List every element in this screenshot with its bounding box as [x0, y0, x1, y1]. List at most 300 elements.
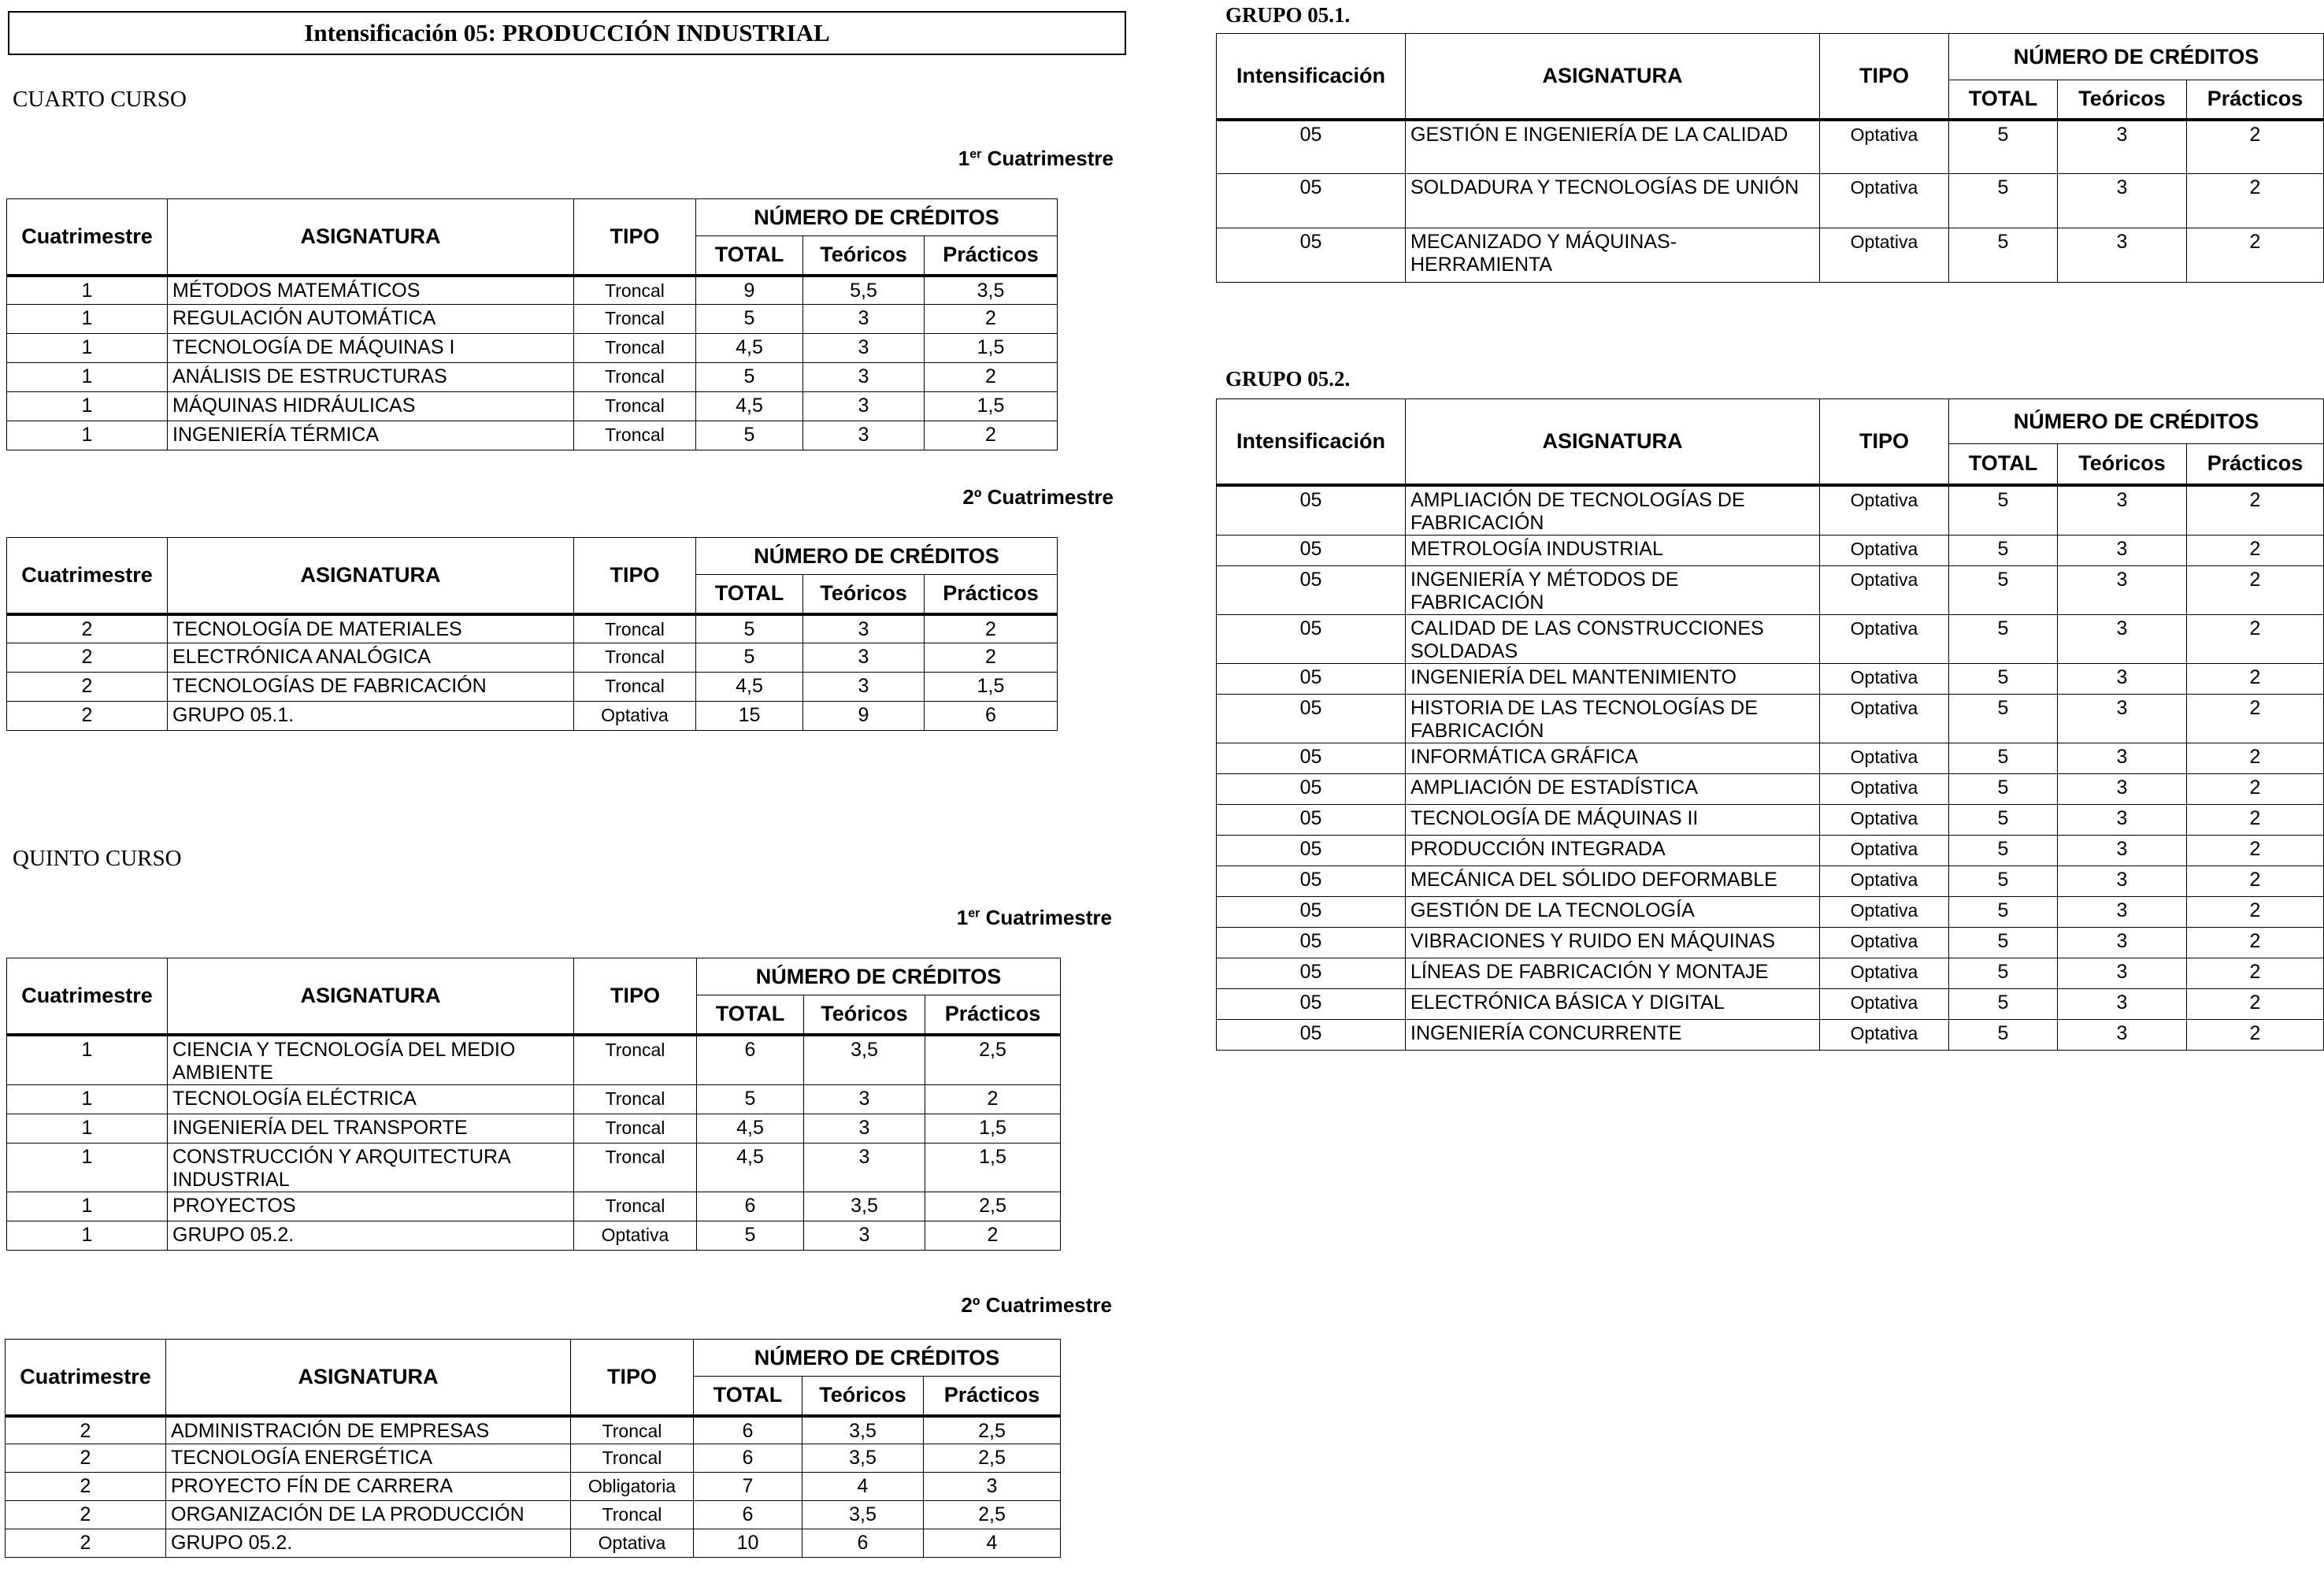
cell-teoricos: 3 [2058, 535, 2187, 565]
table-row [1217, 773, 2324, 804]
cell-cuatrimestre: 1 [7, 1221, 168, 1250]
cell-total: 5 [1949, 896, 2058, 927]
cell-practicos: 2,5 [925, 1035, 1061, 1085]
cell-practicos: 2 [925, 643, 1058, 673]
cell-total: 5 [696, 363, 803, 392]
cell-total: 5 [1949, 927, 2058, 958]
cell-practicos: 2 [2187, 694, 2324, 743]
cell-teoricos: 3 [804, 1114, 925, 1143]
cell-asignatura: PROYECTO FÍN DE CARRERA [166, 1473, 571, 1501]
cell-practicos: 2 [2187, 614, 2324, 663]
cell-asignatura: INGENIERÍA TÉRMICA [168, 421, 574, 450]
cell-tipo: Optativa [1820, 535, 1949, 565]
cell-practicos: 2 [925, 363, 1058, 392]
cell-cuatrimestre: 2 [6, 1473, 166, 1501]
cell-asignatura: PROYECTOS [168, 1192, 574, 1221]
cell-total: 5 [1949, 120, 2058, 174]
table-row [1217, 865, 2324, 896]
col-intensificacion: Intensificación [1217, 399, 1406, 485]
cell-tipo: Troncal [574, 1084, 697, 1114]
cell-asignatura: TECNOLOGÍA ELÉCTRICA [168, 1084, 574, 1114]
cell-teoricos: 3 [804, 1143, 925, 1192]
cell-total: 4,5 [696, 392, 803, 421]
cell-tipo: Optativa [1820, 804, 1949, 835]
cell-cuatrimestre: 2 [7, 673, 168, 702]
cell-cuatrimestre: 05 [1217, 565, 1406, 614]
cell-asignatura: INGENIERÍA CONCURRENTE [1406, 1019, 1820, 1050]
col-cuatrimestre: Cuatrimestre [7, 538, 168, 614]
cell-tipo: Optativa [1820, 174, 1949, 228]
cell-total: 5 [696, 614, 803, 643]
cell-total: 6 [697, 1035, 804, 1085]
cuarto-sem1-rows [7, 276, 1058, 450]
col-practicos: Prácticos [925, 236, 1058, 276]
cell-total: 5 [696, 305, 803, 334]
cell-tipo: Optativa [1820, 896, 1949, 927]
cell-tipo: Optativa [1820, 228, 1949, 283]
table-row [1217, 614, 2324, 663]
col-numero-creditos: NÚMERO DE CRÉDITOS [1949, 34, 2324, 80]
table-row [7, 1084, 1061, 1114]
cell-tipo: Troncal [574, 1035, 697, 1085]
cell-tipo: Optativa [1820, 663, 1949, 694]
cell-teoricos: 3,5 [802, 1501, 924, 1529]
cell-tipo: Troncal [574, 1143, 697, 1192]
col-practicos: Prácticos [924, 1377, 1061, 1416]
table-row [7, 643, 1058, 673]
table-row [7, 1114, 1061, 1143]
cell-tipo: Troncal [571, 1444, 694, 1473]
cell-practicos: 2 [925, 1084, 1061, 1114]
cell-practicos: 2 [2187, 120, 2324, 174]
cell-tipo: Optativa [1820, 835, 1949, 865]
cell-cuatrimestre: 05 [1217, 120, 1406, 174]
cell-practicos: 3 [924, 1473, 1061, 1501]
cell-practicos: 2 [2187, 1019, 2324, 1050]
table-row [7, 334, 1058, 363]
col-cuatrimestre: Cuatrimestre [6, 1340, 166, 1416]
cell-tipo: Troncal [571, 1501, 694, 1529]
table-row [7, 702, 1058, 731]
cell-asignatura: AMPLIACIÓN DE ESTADÍSTICA [1406, 773, 1820, 804]
cell-cuatrimestre: 1 [7, 276, 168, 305]
cell-teoricos: 6 [802, 1529, 924, 1558]
cell-asignatura: ORGANIZACIÓN DE LA PRODUCCIÓN [166, 1501, 571, 1529]
cell-practicos: 1,5 [925, 334, 1058, 363]
cell-cuatrimestre: 05 [1217, 835, 1406, 865]
col-total: TOTAL [696, 236, 803, 276]
cell-cuatrimestre: 05 [1217, 663, 1406, 694]
cell-tipo: Troncal [571, 1416, 694, 1444]
cuarto-sem2-table [6, 537, 1058, 731]
cell-asignatura: CONSTRUCCIÓN Y ARQUITECTURA INDUSTRIAL [168, 1143, 574, 1192]
table-row [7, 1143, 1061, 1192]
cell-tipo: Troncal [574, 276, 696, 305]
col-cuatrimestre: Cuatrimestre [7, 199, 168, 276]
cell-cuatrimestre: 2 [6, 1444, 166, 1473]
cell-tipo: Optativa [1820, 988, 1949, 1019]
cell-asignatura: GESTIÓN DE LA TECNOLOGÍA [1406, 896, 1820, 927]
cell-practicos: 2 [2187, 988, 2324, 1019]
cell-total: 7 [694, 1473, 802, 1501]
cuarto-sem2-rows [7, 614, 1058, 731]
cell-teoricos: 3 [2058, 614, 2187, 663]
cell-tipo: Troncal [574, 392, 696, 421]
cell-practicos: 2 [2187, 663, 2324, 694]
cell-teoricos: 3 [2058, 120, 2187, 174]
cuarto-sem1-label: 1er Cuatrimestre [958, 146, 1114, 170]
table-row [1217, 228, 2324, 283]
col-asignatura: ASIGNATURA [1406, 34, 1820, 120]
cell-teoricos: 3 [803, 334, 925, 363]
cell-total: 5 [1949, 663, 2058, 694]
cell-teoricos: 3 [2058, 1019, 2187, 1050]
cell-asignatura: GRUPO 05.2. [168, 1221, 574, 1250]
cell-tipo: Optativa [1820, 565, 1949, 614]
col-total: TOTAL [697, 995, 804, 1035]
cell-tipo: Optativa [574, 1221, 697, 1250]
cell-practicos: 2,5 [924, 1501, 1061, 1529]
cell-practicos: 1,5 [925, 673, 1058, 702]
cell-teoricos: 3 [2058, 773, 2187, 804]
cell-cuatrimestre: 1 [7, 1114, 168, 1143]
cell-tipo: Optativa [571, 1529, 694, 1558]
cell-total: 6 [697, 1192, 804, 1221]
cell-asignatura: INFORMÁTICA GRÁFICA [1406, 743, 1820, 773]
cell-teoricos: 5,5 [803, 276, 925, 305]
table-row [7, 392, 1058, 421]
table-row [7, 1221, 1061, 1250]
cell-total: 6 [694, 1444, 802, 1473]
cell-tipo: Optativa [574, 702, 696, 731]
cell-cuatrimestre: 2 [6, 1501, 166, 1529]
cell-teoricos: 3 [2058, 228, 2187, 283]
col-practicos: Prácticos [2187, 80, 2324, 120]
cell-total: 5 [1949, 865, 2058, 896]
cell-tipo: Optativa [1820, 773, 1949, 804]
cuarto-curso-heading: CUARTO CURSO [13, 87, 187, 112]
cell-asignatura: MECÁNICA DEL SÓLIDO DEFORMABLE [1406, 865, 1820, 896]
cell-cuatrimestre: 05 [1217, 958, 1406, 988]
cell-teoricos: 3 [803, 643, 925, 673]
cell-practicos: 2 [2187, 174, 2324, 228]
col-teoricos: Teóricos [803, 575, 925, 614]
cell-practicos: 2 [2187, 896, 2324, 927]
cell-cuatrimestre: 05 [1217, 804, 1406, 835]
cell-cuatrimestre: 2 [6, 1416, 166, 1444]
table-row [1217, 1019, 2324, 1050]
cell-total: 5 [697, 1084, 804, 1114]
cell-asignatura: GRUPO 05.1. [168, 702, 574, 731]
cell-total: 4,5 [697, 1143, 804, 1192]
cell-practicos: 2 [2187, 565, 2324, 614]
table-row [1217, 663, 2324, 694]
cell-tipo: Optativa [1820, 927, 1949, 958]
cell-practicos: 2 [2187, 804, 2324, 835]
cell-tipo: Troncal [574, 334, 696, 363]
cell-asignatura: REGULACIÓN AUTOMÁTICA [168, 305, 574, 334]
cell-teoricos: 3 [2058, 174, 2187, 228]
cell-total: 5 [696, 421, 803, 450]
cell-teoricos: 3 [803, 305, 925, 334]
table-row [1217, 535, 2324, 565]
cell-teoricos: 3,5 [802, 1416, 924, 1444]
col-total: TOTAL [694, 1377, 802, 1416]
cell-tipo: Optativa [1820, 958, 1949, 988]
grupo-052-heading: GRUPO 05.2. [1225, 367, 1351, 391]
cell-asignatura: ADMINISTRACIÓN DE EMPRESAS [166, 1416, 571, 1444]
grupo-052-table [1216, 398, 2324, 1051]
cell-tipo: Optativa [1820, 120, 1949, 174]
cell-teoricos: 3 [2058, 865, 2187, 896]
col-asignatura: ASIGNATURA [168, 199, 574, 276]
cell-cuatrimestre: 05 [1217, 694, 1406, 743]
table-row [1217, 988, 2324, 1019]
cell-teoricos: 3,5 [804, 1035, 925, 1085]
cell-cuatrimestre: 05 [1217, 485, 1406, 536]
cell-cuatrimestre: 05 [1217, 535, 1406, 565]
cell-asignatura: MÉTODOS MATEMÁTICOS [168, 276, 574, 305]
cell-practicos: 6 [925, 702, 1058, 731]
cell-total: 5 [1949, 485, 2058, 536]
cell-asignatura: CIENCIA Y TECNOLOGÍA DEL MEDIO AMBIENTE [168, 1035, 574, 1085]
grupo-052-rows [1217, 485, 2324, 1051]
cell-teoricos: 3 [2058, 804, 2187, 835]
cell-teoricos: 3 [803, 421, 925, 450]
cell-total: 5 [1949, 988, 2058, 1019]
cell-tipo: Optativa [1820, 865, 1949, 896]
col-tipo: TIPO [1820, 34, 1949, 120]
cell-teoricos: 3 [2058, 958, 2187, 988]
cell-tipo: Optativa [1820, 485, 1949, 536]
cell-asignatura: INGENIERÍA DEL TRANSPORTE [168, 1114, 574, 1143]
cell-cuatrimestre: 2 [7, 614, 168, 643]
cell-total: 10 [694, 1529, 802, 1558]
col-practicos: Prácticos [925, 995, 1061, 1035]
table-row [1217, 565, 2324, 614]
col-numero-creditos: NÚMERO DE CRÉDITOS [696, 199, 1058, 236]
cell-teoricos: 9 [803, 702, 925, 731]
table-row [1217, 896, 2324, 927]
cell-asignatura: PRODUCCIÓN INTEGRADA [1406, 835, 1820, 865]
table-row [1217, 835, 2324, 865]
table-row [7, 363, 1058, 392]
cell-asignatura: TECNOLOGÍA ENERGÉTICA [166, 1444, 571, 1473]
cell-cuatrimestre: 05 [1217, 865, 1406, 896]
quinto-sem2-rows [6, 1416, 1061, 1558]
grupo-051-rows [1217, 120, 2324, 283]
table-row [1217, 743, 2324, 773]
col-tipo: TIPO [574, 958, 697, 1035]
cell-asignatura: MECANIZADO Y MÁQUINAS-HERRAMIENTA [1406, 228, 1820, 283]
cell-practicos: 1,5 [925, 1143, 1061, 1192]
cell-cuatrimestre: 1 [7, 1035, 168, 1085]
cell-practicos: 2,5 [924, 1416, 1061, 1444]
cell-practicos: 2 [2187, 485, 2324, 536]
cell-teoricos: 3 [2058, 896, 2187, 927]
cell-cuatrimestre: 1 [7, 363, 168, 392]
table-row [7, 276, 1058, 305]
cell-practicos: 1,5 [925, 1114, 1061, 1143]
col-practicos: Prácticos [2187, 444, 2324, 485]
cell-tipo: Optativa [1820, 743, 1949, 773]
cell-teoricos: 3 [803, 363, 925, 392]
cell-total: 4,5 [696, 673, 803, 702]
cell-practicos: 2 [2187, 927, 2324, 958]
cell-asignatura: GRUPO 05.2. [166, 1529, 571, 1558]
cell-practicos: 4 [924, 1529, 1061, 1558]
cell-total: 6 [694, 1416, 802, 1444]
table-row [7, 614, 1058, 643]
cell-asignatura: LÍNEAS DE FABRICACIÓN Y MONTAJE [1406, 958, 1820, 988]
cell-teoricos: 3 [2058, 927, 2187, 958]
table-row [1217, 120, 2324, 174]
page-title: Intensificación 05: PRODUCCIÓN INDUSTRIAL [8, 11, 1126, 55]
col-cuatrimestre: Cuatrimestre [7, 958, 168, 1035]
table-row [1217, 485, 2324, 536]
cell-cuatrimestre: 05 [1217, 743, 1406, 773]
cell-asignatura: METROLOGÍA INDUSTRIAL [1406, 535, 1820, 565]
cell-total: 5 [1949, 743, 2058, 773]
cell-total: 5 [1949, 694, 2058, 743]
cell-tipo: Optativa [1820, 694, 1949, 743]
col-total: TOTAL [696, 575, 803, 614]
quinto-sem1-rows [7, 1035, 1061, 1251]
cell-cuatrimestre: 1 [7, 421, 168, 450]
col-teoricos: Teóricos [2058, 80, 2187, 120]
cell-asignatura: AMPLIACIÓN DE TECNOLOGÍAS DE FABRICACIÓN [1406, 485, 1820, 536]
col-practicos: Prácticos [925, 575, 1058, 614]
cell-asignatura: MÁQUINAS HIDRÁULICAS [168, 392, 574, 421]
cell-cuatrimestre: 05 [1217, 174, 1406, 228]
col-teoricos: Teóricos [804, 995, 925, 1035]
col-teoricos: Teóricos [803, 236, 925, 276]
cell-total: 6 [694, 1501, 802, 1529]
cell-cuatrimestre: 05 [1217, 988, 1406, 1019]
cell-teoricos: 3 [803, 673, 925, 702]
cell-asignatura: TECNOLOGÍA DE MÁQUINAS II [1406, 804, 1820, 835]
cell-total: 15 [696, 702, 803, 731]
cell-total: 5 [697, 1221, 804, 1250]
cell-cuatrimestre: 2 [7, 702, 168, 731]
cell-cuatrimestre: 1 [7, 334, 168, 363]
cell-asignatura: INGENIERÍA DEL MANTENIMIENTO [1406, 663, 1820, 694]
cell-practicos: 2 [2187, 743, 2324, 773]
col-numero-creditos: NÚMERO DE CRÉDITOS [696, 538, 1058, 575]
cell-practicos: 2 [2187, 228, 2324, 283]
quinto-curso-heading: QUINTO CURSO [13, 846, 182, 871]
cell-asignatura: CALIDAD DE LAS CONSTRUCCIONES SOLDADAS [1406, 614, 1820, 663]
col-asignatura: ASIGNATURA [166, 1340, 571, 1416]
cuarto-sem2-label: 2º Cuatrimestre [962, 485, 1114, 509]
cell-teoricos: 3,5 [802, 1444, 924, 1473]
col-tipo: TIPO [1820, 399, 1949, 485]
cell-asignatura: ANÁLISIS DE ESTRUCTURAS [168, 363, 574, 392]
col-numero-creditos: NÚMERO DE CRÉDITOS [1949, 399, 2324, 444]
col-intensificacion: Intensificación [1217, 34, 1406, 120]
cell-total: 5 [1949, 174, 2058, 228]
table-row [7, 1035, 1061, 1085]
cuarto-sem1-table [6, 198, 1058, 450]
cell-total: 5 [1949, 535, 2058, 565]
grupo-051-heading: GRUPO 05.1. [1225, 3, 1351, 27]
cell-asignatura: TECNOLOGÍA DE MATERIALES [168, 614, 574, 643]
cell-cuatrimestre: 2 [6, 1529, 166, 1558]
cell-cuatrimestre: 05 [1217, 228, 1406, 283]
cell-cuatrimestre: 05 [1217, 614, 1406, 663]
cell-tipo: Troncal [574, 643, 696, 673]
quinto-sem1-label: 1er Cuatrimestre [956, 906, 1112, 929]
table-row [6, 1416, 1061, 1444]
cell-total: 4,5 [697, 1114, 804, 1143]
cell-practicos: 3,5 [925, 276, 1058, 305]
cell-teoricos: 3 [2058, 565, 2187, 614]
grupo-051-table [1216, 33, 2324, 283]
cell-cuatrimestre: 2 [7, 643, 168, 673]
cell-tipo: Troncal [574, 363, 696, 392]
quinto-sem1-table [6, 958, 1061, 1251]
cell-practicos: 2 [2187, 773, 2324, 804]
cell-practicos: 2 [925, 421, 1058, 450]
table-row [1217, 174, 2324, 228]
cell-teoricos: 3 [2058, 694, 2187, 743]
cell-total: 5 [1949, 614, 2058, 663]
cell-tipo: Troncal [574, 1114, 697, 1143]
cell-teoricos: 3 [2058, 835, 2187, 865]
cell-asignatura: SOLDADURA Y TECNOLOGÍAS DE UNIÓN [1406, 174, 1820, 228]
table-row [1217, 694, 2324, 743]
cell-tipo: Troncal [574, 421, 696, 450]
cell-total: 5 [1949, 773, 2058, 804]
cell-teoricos: 3 [804, 1221, 925, 1250]
cell-cuatrimestre: 1 [7, 1143, 168, 1192]
cell-practicos: 2 [925, 1221, 1061, 1250]
cell-tipo: Troncal [574, 1192, 697, 1221]
cell-tipo: Optativa [1820, 1019, 1949, 1050]
table-row [1217, 804, 2324, 835]
cell-tipo: Troncal [574, 305, 696, 334]
cell-total: 5 [696, 643, 803, 673]
cell-tipo: Troncal [574, 614, 696, 643]
cell-total: 5 [1949, 804, 2058, 835]
cell-asignatura: VIBRACIONES Y RUIDO EN MÁQUINAS [1406, 927, 1820, 958]
cell-total: 5 [1949, 835, 2058, 865]
cell-practicos: 1,5 [925, 392, 1058, 421]
cell-tipo: Troncal [574, 673, 696, 702]
table-row [6, 1529, 1061, 1558]
cell-cuatrimestre: 05 [1217, 1019, 1406, 1050]
col-teoricos: Teóricos [2058, 444, 2187, 485]
table-row [7, 421, 1058, 450]
cell-teoricos: 3,5 [804, 1192, 925, 1221]
cell-total: 5 [1949, 958, 2058, 988]
cell-cuatrimestre: 05 [1217, 773, 1406, 804]
cell-practicos: 2 [925, 614, 1058, 643]
quinto-sem2-label: 2º Cuatrimestre [961, 1293, 1112, 1317]
cell-cuatrimestre: 05 [1217, 927, 1406, 958]
cell-asignatura: TECNOLOGÍAS DE FABRICACIÓN [168, 673, 574, 702]
cell-asignatura: GESTIÓN E INGENIERÍA DE LA CALIDAD [1406, 120, 1820, 174]
cell-total: 4,5 [696, 334, 803, 363]
cell-total: 5 [1949, 228, 2058, 283]
cell-cuatrimestre: 1 [7, 392, 168, 421]
cell-asignatura: HISTORIA DE LAS TECNOLOGÍAS DE FABRICACIÓN [1406, 694, 1820, 743]
table-row [7, 1192, 1061, 1221]
cell-asignatura: ELECTRÓNICA BÁSICA Y DIGITAL [1406, 988, 1820, 1019]
table-row [7, 673, 1058, 702]
cell-asignatura: INGENIERÍA Y MÉTODOS DE FABRICACIÓN [1406, 565, 1820, 614]
col-total: TOTAL [1949, 444, 2058, 485]
